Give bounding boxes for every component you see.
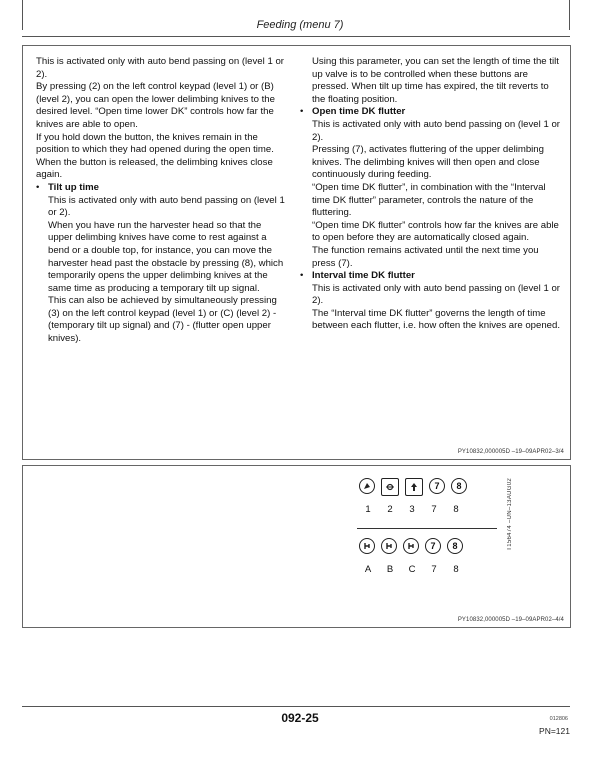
key-label: B (386, 564, 394, 575)
paragraph: Using this parameter, you can set the length of time the tilt up valve is to be controlled when these buttons are pressed. When tilt up time has expired, the tilt reverts to the floating position. (312, 56, 559, 105)
bullet-title: • Interval time DK flutter (312, 270, 415, 282)
gripper-key-icon (381, 538, 397, 554)
page-header-title: Feeding (menu 7) (256, 19, 344, 31)
tilt-up-key-icon (405, 478, 423, 496)
bullet-interval-time (300, 270, 562, 333)
knife-open-key-icon (381, 478, 399, 496)
key-label: 2 (387, 504, 393, 515)
key-7: 7 (425, 538, 441, 554)
page-number: 092-25 (281, 711, 319, 725)
paragraph: The “Interval time DK flutter” governs the length of time between each flutter, i.e. how often the knives are opened. (312, 307, 561, 332)
text-panel (22, 45, 571, 460)
reference-code: PY10832,000005D –19–09APR02–3/4 (457, 449, 564, 455)
key-label: 8 (453, 564, 459, 575)
key-8: 8 (451, 478, 467, 494)
paragraph: This is activated only with auto bend passing on (level 1 or 2). (48, 194, 285, 219)
key-label: 1 (365, 504, 371, 515)
figure-code: T156474 –UN–13AUG02 (507, 478, 513, 551)
footer-pn: PN=121 (539, 726, 570, 736)
gripper-key-icon (359, 538, 375, 554)
key-7: 7 (429, 478, 445, 494)
bullet-title: • Tilt up time (48, 181, 99, 193)
key-8: 8 (447, 538, 463, 554)
footer-line (22, 706, 570, 707)
key-label: 7 (431, 564, 437, 575)
gripper-key-icon (403, 538, 419, 554)
paragraph: This is activated only with auto bend passing on (level 1 or 2). (36, 56, 284, 80)
paragraph: This is activated only with auto bend passing on (level 1 or 2). (312, 282, 560, 307)
keypad-row-2 (359, 538, 463, 554)
key-label: A (364, 564, 372, 575)
right-column (300, 56, 562, 333)
paragraph: By pressing (2) on the left control keypad (level 1) or (B) (level 2), you can open the lower delimbing knives to the desired level. “Open time lower DK” controls how far the knives are able to open. (36, 81, 275, 130)
keypad-row-2-labels (357, 564, 467, 575)
bullet-open-time (300, 106, 562, 270)
key-label: 7 (431, 504, 437, 515)
key-label: C (408, 564, 416, 575)
figure-divider (357, 528, 497, 529)
keypad-row-1-labels (357, 504, 467, 515)
paragraph: When you have run the harvester head so that the upper delimbing knives have come to rest against a bend or a double top, for instance, you can move the harvester head past the obstacle by pressing (8), which temporarily opens the upper delimbing knives at the same time as producing a temporary tilt up signal. (48, 219, 284, 294)
paragraph: This is activated only with auto bend passing on (level 1 or 2). (312, 118, 560, 143)
bullet-tilt-up-time (36, 182, 288, 346)
paragraph: Pressing (7), activates fluttering of the upper delimbing knives. The delimbing knives will then open and close continuously during feeding. (312, 144, 544, 181)
paragraph: If you hold down the button, the knives remain in the position to which they had opened during the open time. When the button is released, the delimbing knives close again. (36, 131, 274, 181)
footer-code: 012806 (549, 716, 568, 722)
keypad-row-1 (359, 478, 467, 496)
tilt-key-icon (359, 478, 375, 494)
paragraph: “Open time DK flutter” controls how far the knives are able to open before they are automatically closed again. (312, 219, 559, 244)
key-label: 3 (409, 504, 415, 515)
paragraph: This can also be achieved by simultaneously pressing (3) on the left control keypad (level 1) or (C) (level 2) - (temporary tilt up signal) and (7) - (flutter open upper knives). (48, 295, 277, 345)
figure-panel (22, 465, 571, 628)
paragraph: The function remains activated until the next time you press (7). (312, 244, 539, 269)
bullet-title: • Open time DK flutter (312, 106, 406, 118)
key-label: 8 (453, 504, 459, 515)
header-line (22, 36, 570, 37)
reference-code: PY10832,000005D –19–09APR02–4/4 (457, 617, 564, 623)
paragraph: “Open time DK flutter”, in combination with the “Interval time DK flutter” parameter, controls the nature of the fluttering. (312, 181, 546, 219)
left-column (36, 56, 288, 346)
